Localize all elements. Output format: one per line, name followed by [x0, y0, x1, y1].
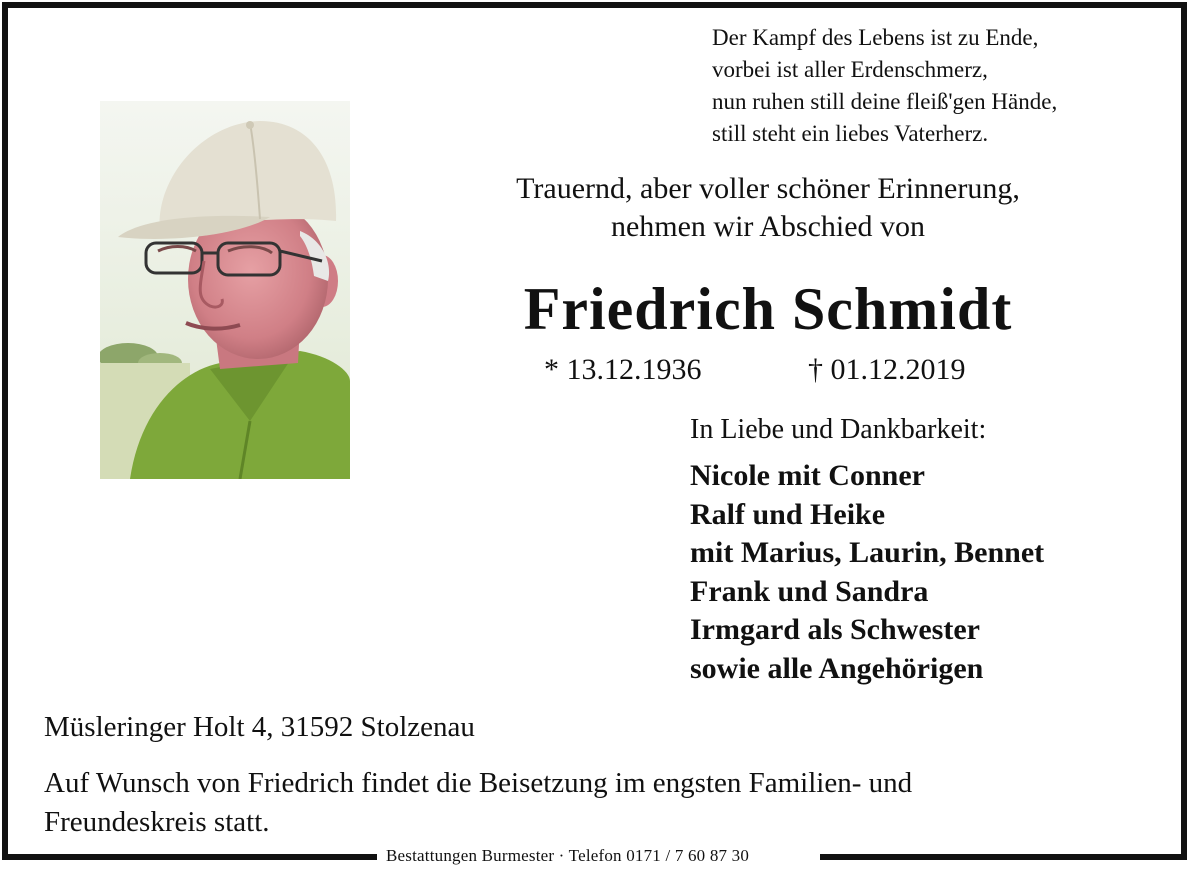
mourner-line: Frank und Sandra [690, 574, 929, 608]
bottom-rule-right [820, 854, 1187, 860]
poem-line: still steht ein liebes Vaterherz. [712, 121, 989, 146]
mourner-line: mit Marius, Laurin, Bennet [690, 536, 1045, 569]
death-date: † 01.12.2019 [808, 353, 966, 386]
portrait-photo [100, 101, 350, 479]
poem-line: nun ruhen still deine fleiß'gen Hände, [712, 89, 1058, 114]
mourner-line: sowie alle Angehörigen [690, 651, 984, 685]
mourner-line: Nicole mit Conner [690, 459, 925, 492]
mourner-line: Irmgard als Schwester [690, 613, 980, 646]
notice-line: Freundeskreis statt. [44, 806, 270, 838]
address: Müsleringer Holt 4, 31592 Stolzenau [44, 711, 475, 743]
funeral-home-footer: Bestattungen Burmester · Telefon 0171 / 7 60 87 30 [386, 846, 750, 865]
poem [712, 22, 1057, 150]
intro-line: Trauernd, aber voller schöner Erinnerung, [516, 172, 1020, 205]
intro-line: nehmen wir Abschied von [610, 210, 926, 243]
deceased-name: Friedrich Schmidt [523, 276, 1013, 342]
poem-line: Der Kampf des Lebens ist zu Ende, [712, 25, 1039, 50]
bottom-rule-left [2, 854, 377, 860]
poem-line: vorbei ist aller Erdenschmerz, [712, 57, 988, 82]
notice-line: Auf Wunsch von Friedrich findet die Beisetzung im engsten Familien- und [44, 767, 913, 799]
mourner-line: Ralf und Heike [690, 497, 886, 531]
mourners-heading: In Liebe und Dankbarkeit: [690, 414, 987, 445]
intro-text [430, 170, 1106, 246]
birth-date: * 13.12.1936 [544, 353, 702, 386]
mourners-list [690, 457, 1044, 688]
burial-notice [44, 764, 1144, 842]
